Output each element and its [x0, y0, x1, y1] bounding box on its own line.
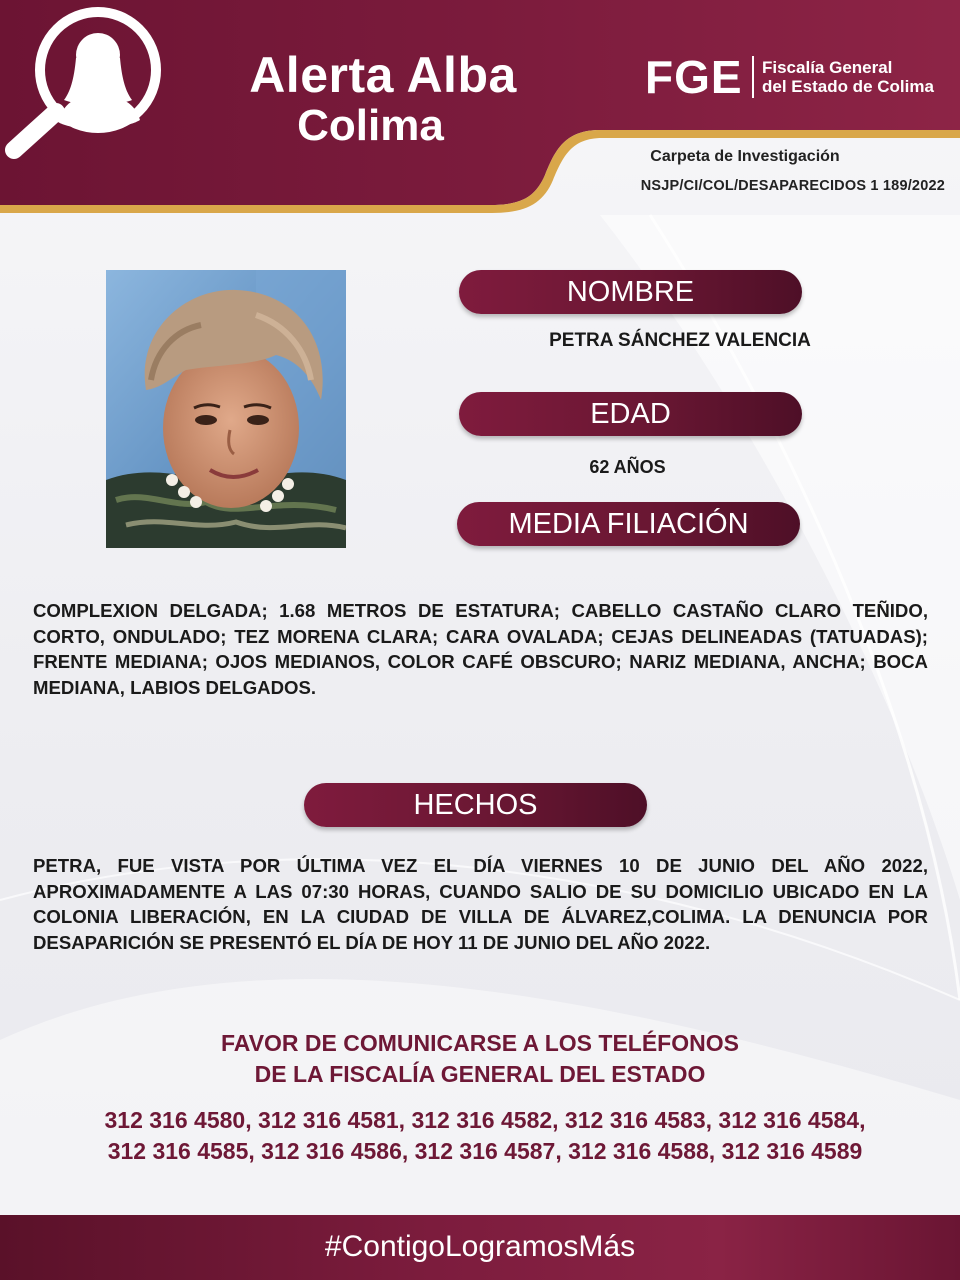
physical-description: COMPLEXION DELGADA; 1.68 METROS DE ESTATURA; CABELLO CASTAÑO CLARO TEÑIDO, CORTO, ONDULADO; TEZ MORENA CLARA; CARA OVALADA; CEJAS DELINEADAS (TATUADAS); FRENTE MEDIANA; OJOS MEDIANOS, COLOR CAFÉ OBSCURO; NARIZ MEDIANA, ANCHA; BOCA MEDIANA, LABIOS DELGADOS.: [33, 600, 928, 698]
person-name: PETRA SÁNCHEZ VALENCIA: [549, 330, 811, 351]
agency-name: [762, 58, 934, 96]
facts-text: PETRA, FUE VISTA POR ÚLTIMA VEZ EL DÍA VIERNES 10 DE JUNIO DEL AÑO 2022, APROXIMADAMENTE A LAS 07:30 HORAS, CUANDO SALIO DE SU DOMICILIO UBICADO EN LA COLONIA LIBERACIÓN, EN LA CIUDAD DE VILLA DE ÁLVAREZ,COLIMA. LA DENUNCIA POR DESAPARICIÓN SE PRESENTÓ EL DÍA DE HOY 11 DE JUNIO DEL AÑO 2022.: [33, 855, 928, 953]
agency-name-line2: del Estado de Colima: [762, 77, 934, 96]
footer-hashtag: #ContigoLogramosMás: [324, 1230, 636, 1263]
facts-label: HECHOS: [304, 783, 647, 827]
agency-name-line1: Fiscalía General: [762, 58, 893, 77]
phone-numbers: 312 316 4580, 312 316 4581, 312 316 4582, 312 316 4583, 312 316 4584, 312 316 4585, 312 316 4586, 312 316 4587, 312 316 4588, 312 316 4589: [104, 1107, 866, 1164]
agency-acronym: FGE: [645, 51, 743, 103]
age-label: EDAD: [459, 392, 802, 436]
magnifier-woman-icon: [0, 0, 165, 160]
description-label: MEDIA FILIACIÓN: [457, 502, 800, 546]
agency-divider: [752, 56, 754, 98]
missing-person-photo: [106, 270, 346, 548]
person-age: 62 AÑOS: [589, 457, 666, 477]
brand-title: Alerta Alba: [249, 47, 517, 103]
contact-line-1: FAVOR DE COMUNICARSE A LOS TELÉFONOS: [221, 1030, 739, 1056]
brand-subtitle: Colima: [297, 101, 444, 150]
contact-line-2: DE LA FISCALÍA GENERAL DEL ESTADO: [254, 1061, 706, 1087]
folder-number: NSJP/CI/COL/DESAPARECIDOS 1 189/2022: [640, 178, 945, 194]
name-label: NOMBRE: [459, 270, 802, 314]
folder-label: Carpeta de Investigación: [650, 148, 840, 165]
